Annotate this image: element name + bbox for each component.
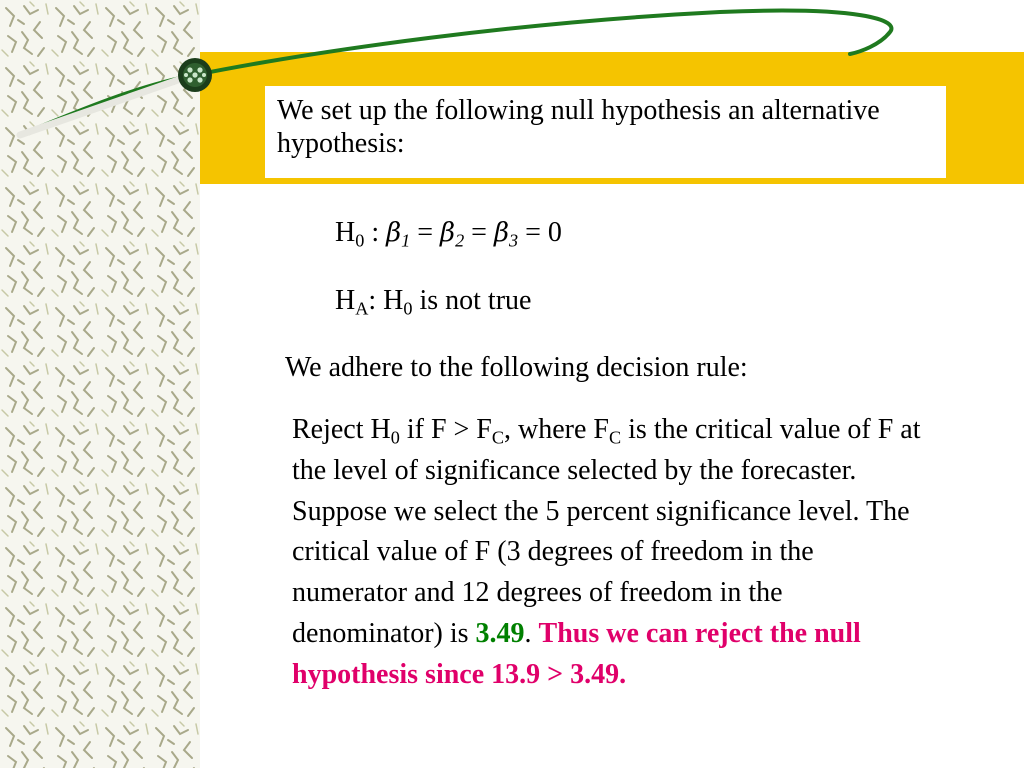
critical-value: 3.49 [475,617,525,649]
decision-rule-intro: We adhere to the following decision rule: [285,352,748,383]
alternative-hypothesis: $H_A$: $H_0$ is not true [335,285,532,319]
null-hypothesis: $H_0$ : $\beta_1 = \beta_2 = \beta_3 = 0$ [335,217,562,251]
slide-title: We set up the following null hypothesis an alternative hypothesis: [277,95,880,160]
conclusion-text: Thus we can reject the null hypothesis since 13.9 > 3.49. [292,617,861,690]
title-box [265,86,946,178]
decision-rule-paragraph: Reject $H_0$ if $F > F_C$, where $F_C$ is the critical value of F at the level of significance selected by the forecaster. Suppose we select the 5 percent significance level. The critical value of F (3 degrees of freedom in the numerator and 12 degrees of freedom in the denominator) is 3.49. Thus we can reject the null hypothesis since 13.9 > 3.49. [292,414,921,690]
